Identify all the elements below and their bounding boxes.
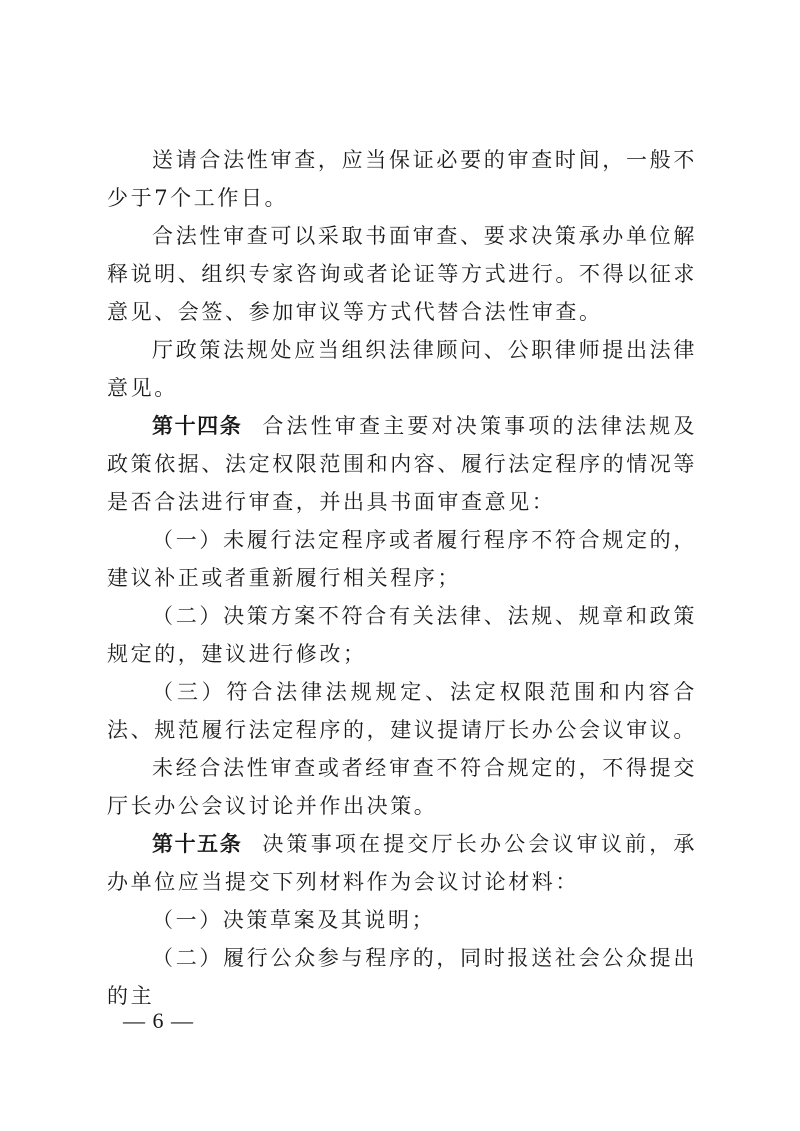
- paragraph-item-3: （三）符合法律法规规定、法定权限范围和内容合法、规范履行法定程序的，建议提请厅长办公会议审议。: [107, 680, 697, 742]
- paragraph-item-1: （一）未履行法定程序或者履行程序不符合规定的，建议补正或者重新履行相关程序；: [107, 528, 697, 590]
- page-number: — 6 —: [123, 1008, 194, 1033]
- paragraph-material-1: （一）决策草案及其说明；: [152, 908, 436, 932]
- paragraph-review-time: 送请合法性审查，应当保证必要的审查时间，一般不少于7个工作日。: [107, 148, 697, 210]
- article-number: 第十五条: [152, 832, 243, 856]
- paragraph-item-2: （二）决策方案不符合有关法律、法规、规章和政策规定的，建议进行修改；: [107, 604, 697, 666]
- paragraph-review-methods: 合法性审查可以采取书面审查、要求决策承办单位解释说明、组织专家咨询或者论证等方式进行。不得以征求意见、会签、参加审议等方式代替合法性审查。: [107, 224, 697, 324]
- article-number: 第十四条: [152, 414, 243, 438]
- paragraph-article-15: 第十五条 决策事项在提交厅长办公会议审议前，承办单位应当提交下列材料作为会议讨论材料：: [107, 832, 697, 894]
- paragraph-material-2: （二）履行公众参与程序的，同时报送社会公众提出的主: [107, 946, 697, 1008]
- paragraph-legal-opinion: 厅政策法规处应当组织法律顾问、公职律师提出法律意见。: [107, 338, 697, 400]
- paragraph-no-review: 未经合法性审查或者经审查不符合规定的，不得提交厅长办公会议讨论并作出决策。: [107, 756, 697, 818]
- paragraph-article-14: 第十四条 合法性审查主要对决策事项的法律法规及政策依据、法定权限范围和内容、履行法定程序的情况等是否合法进行审查，并出具书面审查意见：: [107, 414, 697, 514]
